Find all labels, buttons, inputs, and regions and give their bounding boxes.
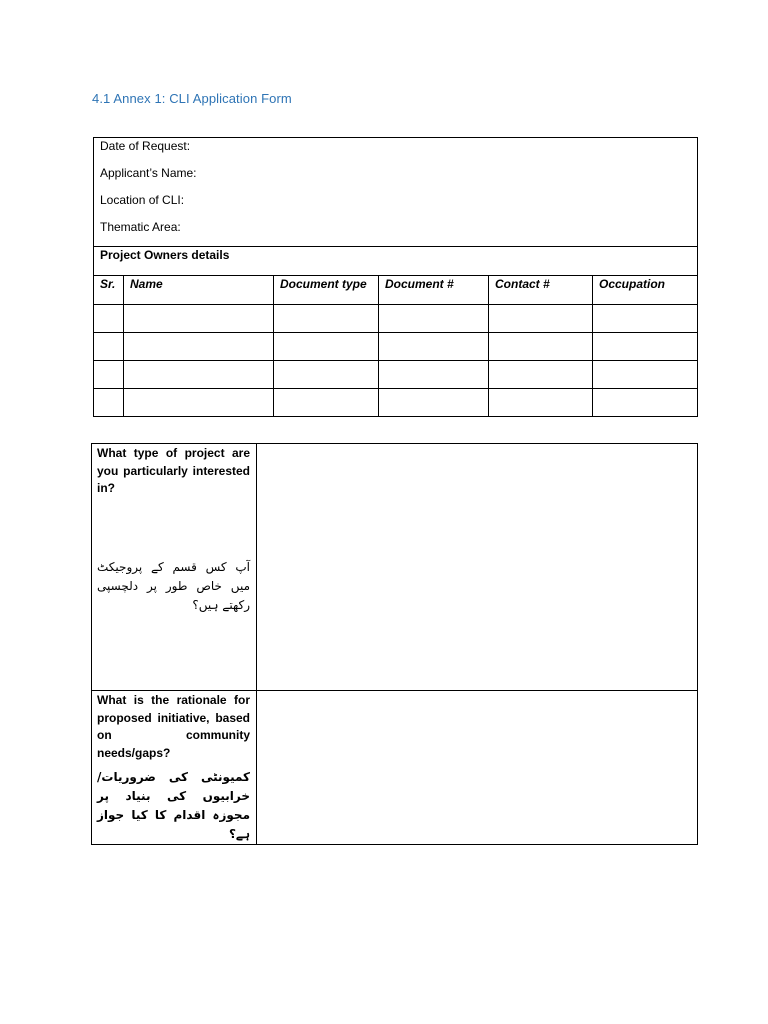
table-cell[interactable] — [124, 361, 274, 389]
table-cell[interactable] — [124, 333, 274, 361]
question-english-text: What is the rationale for proposed initiative, based on community needs/gaps? — [97, 693, 250, 760]
column-header: Occupation — [593, 276, 698, 305]
table-cell[interactable] — [124, 389, 274, 417]
table-row — [94, 389, 698, 417]
table-row — [94, 361, 698, 389]
table-row — [94, 305, 698, 333]
location-label: Location of CLI: — [100, 193, 185, 207]
date-of-request-label: Date of Request: — [100, 139, 191, 153]
table-cell[interactable] — [593, 305, 698, 333]
question-urdu-text: آپ کس قسم کے پروجیکٹ میں خاص طور پر دلچسپی رکھتے ہیں؟ — [97, 559, 250, 612]
section-heading: 4.1 Annex 1: CLI Application Form — [92, 91, 292, 106]
answer-cell[interactable] — [257, 444, 698, 691]
applicant-name-label: Applicant’s Name: — [100, 166, 197, 180]
column-header: Document type — [274, 276, 379, 305]
question-row — [92, 444, 698, 691]
table-cell[interactable] — [124, 305, 274, 333]
table-cell[interactable] — [274, 305, 379, 333]
table-cell[interactable] — [489, 333, 593, 361]
table-cell[interactable] — [489, 361, 593, 389]
table-cell[interactable] — [94, 333, 124, 361]
question-cell — [92, 691, 257, 845]
project-owners-title: Project Owners details — [94, 247, 698, 276]
table-cell[interactable] — [593, 389, 698, 417]
table-row — [94, 333, 698, 361]
column-header: Name — [124, 276, 274, 305]
project-questions-table — [91, 443, 698, 845]
question-english-text: What type of project are you particularly interested in? — [97, 446, 250, 495]
table-cell[interactable] — [379, 361, 489, 389]
table-cell[interactable] — [274, 389, 379, 417]
answer-cell[interactable] — [257, 691, 698, 845]
table-cell[interactable] — [379, 305, 489, 333]
thematic-area-label: Thematic Area: — [100, 220, 181, 234]
question-urdu-text: کمیونٹی کی ضروریات/خرابیوں کی بنیاد پر مجوزہ اقدام کا کیا جواز ہے؟ — [97, 770, 250, 841]
applicant-info-cell — [94, 138, 698, 247]
table-cell[interactable] — [593, 333, 698, 361]
column-header: Sr. — [94, 276, 124, 305]
question-row — [92, 691, 698, 845]
table-cell[interactable] — [489, 389, 593, 417]
owners-header-row — [94, 276, 698, 305]
question-cell — [92, 444, 257, 691]
table-cell[interactable] — [94, 389, 124, 417]
table-cell[interactable] — [593, 361, 698, 389]
table-cell[interactable] — [94, 361, 124, 389]
column-header: Contact # — [489, 276, 593, 305]
table-cell[interactable] — [489, 305, 593, 333]
table-cell[interactable] — [274, 361, 379, 389]
table-cell[interactable] — [94, 305, 124, 333]
table-cell[interactable] — [379, 389, 489, 417]
table-cell[interactable] — [379, 333, 489, 361]
column-header: Document # — [379, 276, 489, 305]
application-details-table — [93, 137, 698, 417]
table-cell[interactable] — [274, 333, 379, 361]
